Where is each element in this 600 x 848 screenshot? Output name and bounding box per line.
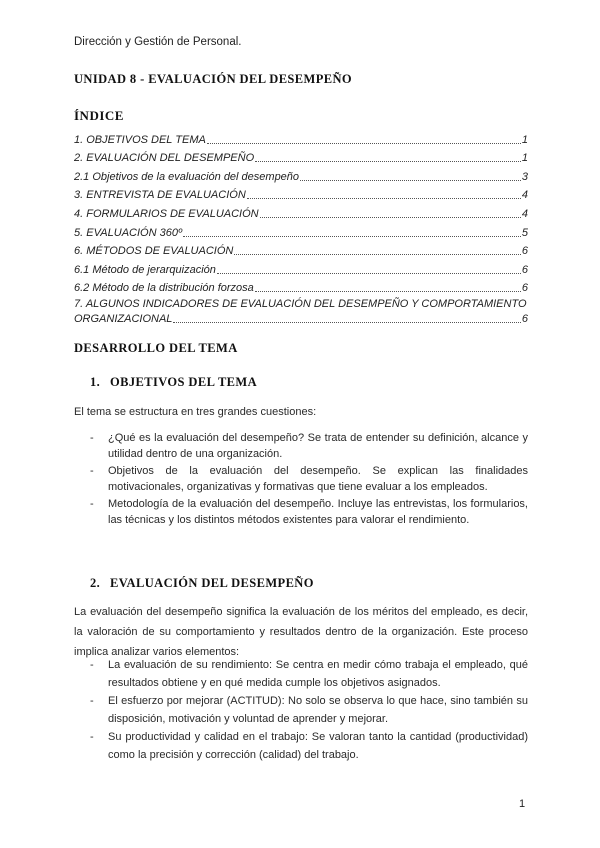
- list-item-text: El esfuerzo por mejorar (ACTITUD): No solo se observa lo que hace, sino también su disposición, motivación y voluntad de aprender y mejorar.: [108, 695, 528, 725]
- toc-entry-page: 3: [521, 170, 528, 183]
- toc-leader: [207, 143, 521, 144]
- toc-leader: [173, 322, 520, 323]
- toc-entry-page: 1: [521, 133, 528, 146]
- bullet-marker: -: [90, 432, 94, 444]
- bullet-marker: -: [90, 731, 94, 743]
- toc-entry-page: 4: [521, 189, 528, 202]
- toc-entry[interactable]: [74, 202, 528, 221]
- toc-entry-text: 2.1 Objetivos de la evaluación del desempeño: [74, 170, 300, 183]
- toc-entry[interactable]: [74, 240, 528, 259]
- toc-entry-text: 7. ALGUNOS INDICADORES DE EVALUACIÓN DEL DESEMPEÑO Y COMPORTAMIENTO: [74, 298, 527, 311]
- toc-entry-text: 2. EVALUACIÓN DEL DESEMPEÑO: [74, 152, 255, 165]
- list-item-text: Metodología de la evaluación del desempeño. Incluye las entrevistas, los formularios, las técnicas y los distintos métodos existentes para valorar el rendimiento.: [108, 498, 528, 526]
- toc-entry[interactable]: [74, 221, 528, 240]
- toc-leader: [234, 254, 521, 255]
- section-title: OBJETIVOS DEL TEMA: [110, 375, 258, 389]
- list-item: [90, 728, 528, 764]
- toc-leader: [255, 291, 521, 292]
- section-intro: La evaluación del desempeño significa la evaluación de los méritos del empleado, es decir, la valoración de su comportamiento y resultados dentro de la organización. Este proceso implica analizar varios elementos:: [74, 606, 528, 658]
- toc-entry-text: 3. ENTREVISTA DE EVALUACIÓN: [74, 189, 246, 202]
- bullet-marker: -: [90, 659, 94, 671]
- list-item: [90, 431, 528, 462]
- section-intro: El tema se estructura en tres grandes cuestiones:: [74, 406, 317, 418]
- list-item: [90, 692, 528, 728]
- toc-leader: [247, 198, 521, 199]
- list-item: [90, 656, 528, 692]
- section-number: 2.: [90, 576, 101, 590]
- toc-entry-page: 6: [521, 263, 528, 276]
- table-of-contents: [74, 128, 528, 326]
- toc-entry-page: 6: [521, 313, 528, 326]
- page-number: 1: [519, 798, 526, 810]
- toc-entry[interactable]: [74, 277, 528, 296]
- list-item-text: Su productividad y calidad en el trabajo: Se valoran tanto la cantidad (productividad) como la precisión y corrección (calidad) del trabajo.: [108, 731, 528, 761]
- toc-entry-text: 6.1 Método de jerarquización: [74, 263, 216, 276]
- toc-leader: [260, 217, 521, 218]
- toc-entry-page: 6: [521, 282, 528, 295]
- bullet-marker: -: [90, 498, 94, 510]
- toc-entry-page: 6: [521, 245, 528, 258]
- toc-entry-text: 5. EVALUACIÓN 360º: [74, 226, 182, 239]
- toc-entry-text: 1. OBJETIVOS DEL TEMA: [74, 133, 206, 146]
- bullet-list: [90, 431, 528, 530]
- running-header: Dirección y Gestión de Personal.: [74, 36, 242, 48]
- toc-entry-page: 5: [521, 226, 528, 239]
- bullet-list: [90, 656, 528, 764]
- toc-entry-text-continued: ORGANIZACIONAL: [74, 313, 173, 326]
- section-heading: [90, 576, 314, 591]
- list-item-text: ¿Qué es la evaluación del desempeño? Se trata de entender su definición, alcance y utilidad dentro de una organización.: [108, 432, 528, 460]
- toc-leader: [255, 161, 521, 162]
- toc-leader: [217, 273, 521, 274]
- toc-entry[interactable]: [74, 165, 528, 184]
- bullet-marker: -: [90, 695, 94, 707]
- list-item-text: Objetivos de la evaluación del desempeño. Se explican las finalidades motivacionales, organizativas y formativas que tiene evaluar a los empleados.: [108, 465, 528, 493]
- section-title: EVALUACIÓN DEL DESEMPEÑO: [110, 576, 314, 590]
- toc-entry[interactable]: [74, 258, 528, 277]
- section-number: 1.: [90, 375, 101, 389]
- list-item: [90, 497, 528, 528]
- index-title: ÍNDICE: [74, 108, 124, 123]
- section-heading: [90, 375, 257, 390]
- toc-entry[interactable]: [74, 147, 528, 166]
- toc-entry-text: 4. FORMULARIOS DE EVALUACIÓN: [74, 207, 259, 220]
- bullet-marker: -: [90, 465, 94, 477]
- unit-title: UNIDAD 8 - EVALUACIÓN DEL DESEMPEÑO: [74, 72, 353, 86]
- list-item-text: La evaluación de su rendimiento: Se centra en medir cómo trabaja el empleado, qué resultados obtiene y en qué medida cumple los objetivos asignados.: [108, 659, 528, 689]
- toc-leader: [300, 180, 521, 181]
- toc-entry[interactable]: [74, 295, 528, 326]
- toc-entry-text: 6.2 Método de la distribución forzosa: [74, 282, 254, 295]
- list-item: [90, 464, 528, 495]
- toc-entry[interactable]: [74, 184, 528, 203]
- toc-leader: [183, 236, 521, 237]
- toc-entry-page: 1: [521, 152, 528, 165]
- development-title: DESARROLLO DEL TEMA: [74, 341, 238, 355]
- toc-entry-text: 6. MÉTODOS DE EVALUACIÓN: [74, 245, 234, 258]
- toc-entry[interactable]: [74, 128, 528, 147]
- toc-entry-page: 4: [521, 207, 528, 220]
